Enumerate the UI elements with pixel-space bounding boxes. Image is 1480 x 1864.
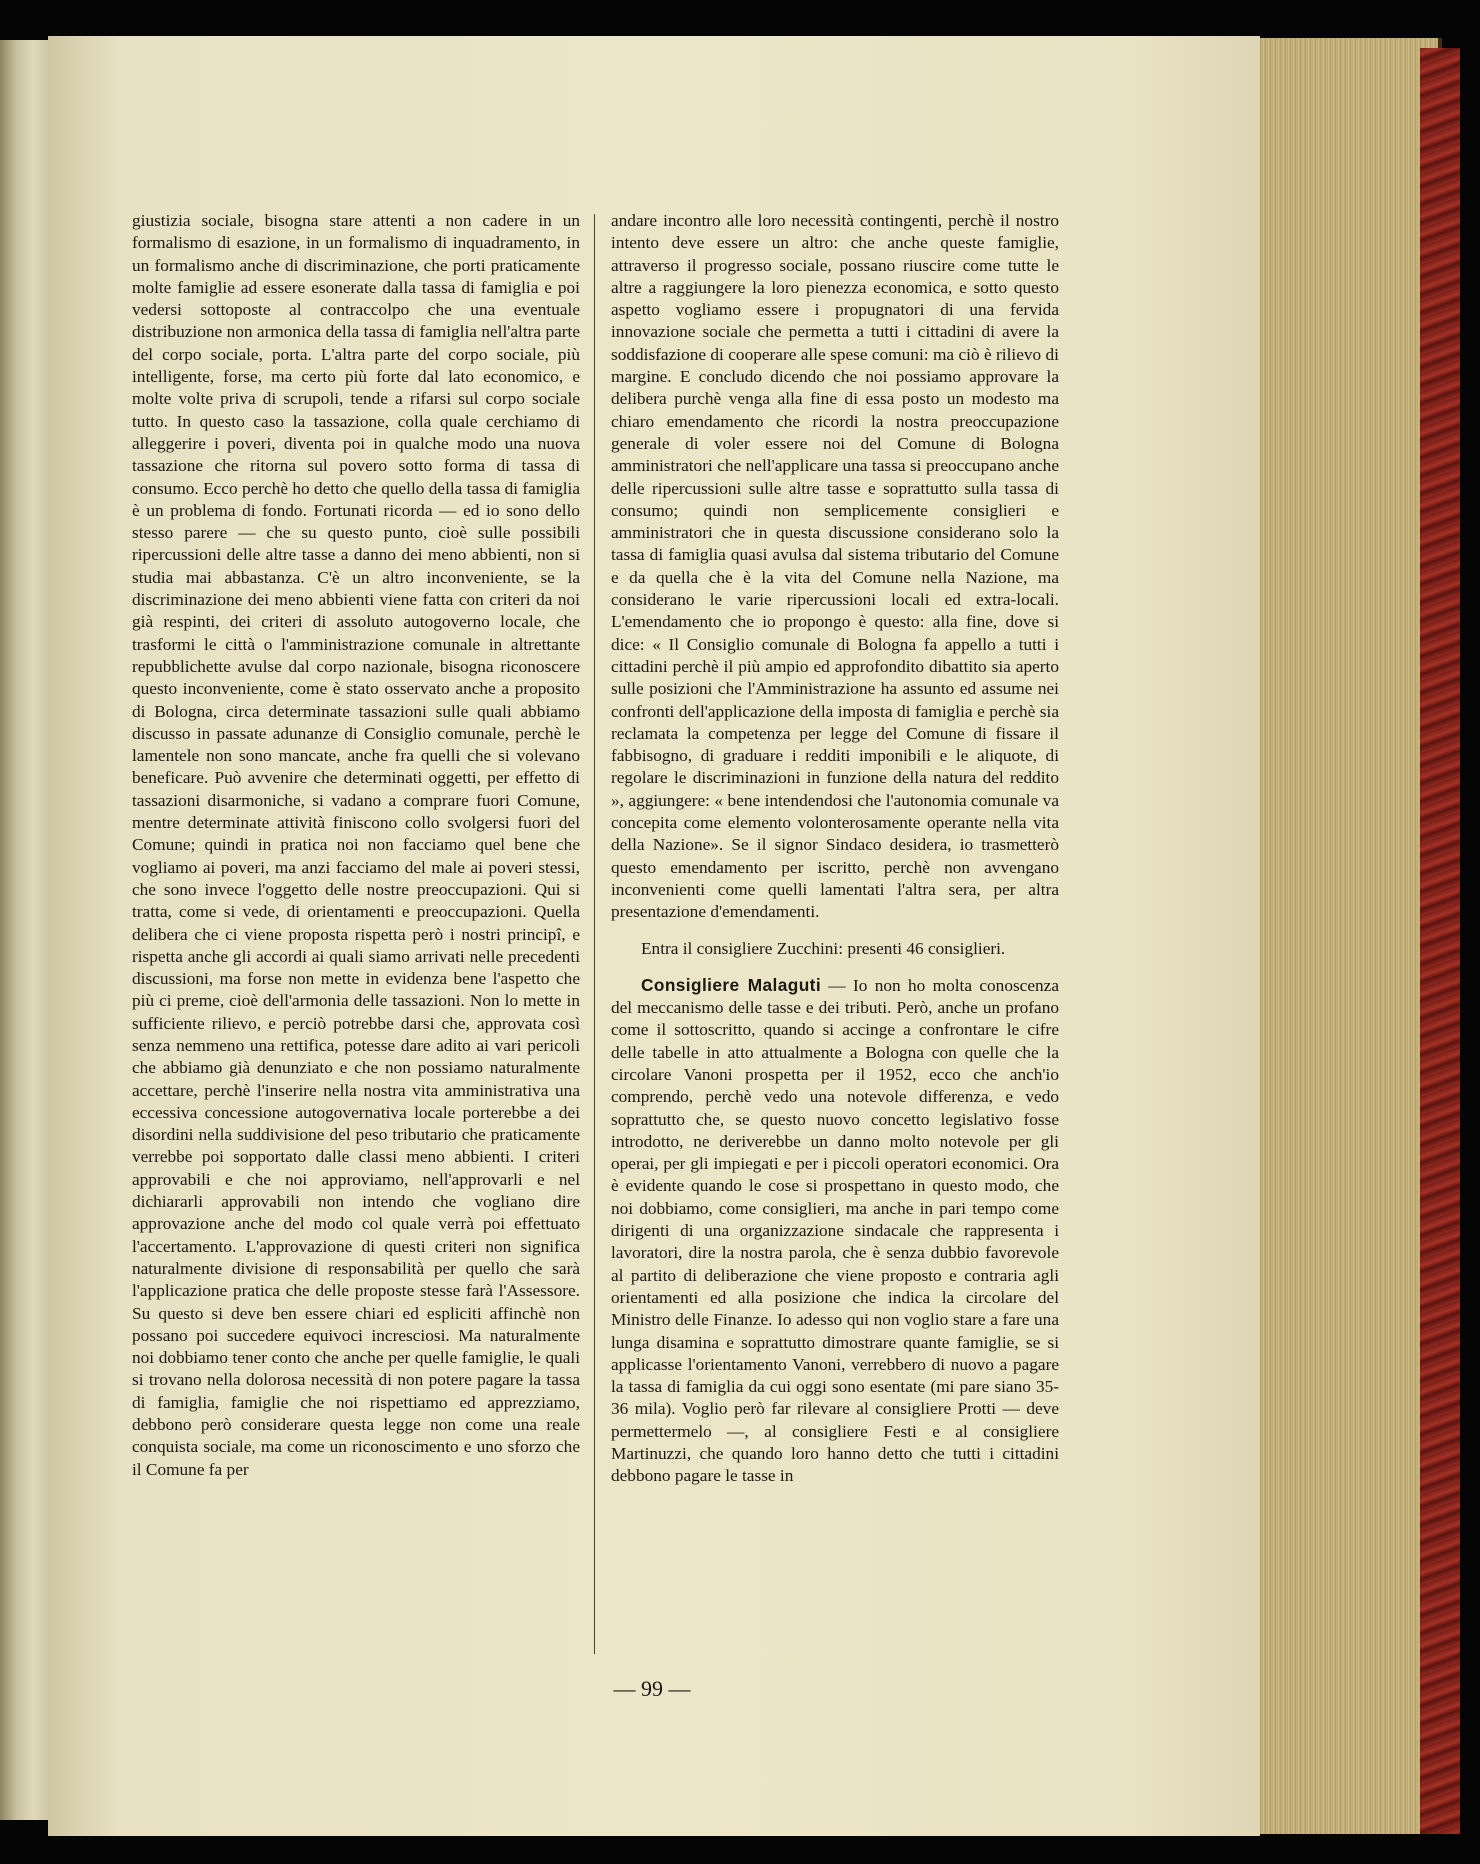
speaker-text: — Io non ho molta conoscenza del meccanismo delle tasse e dei tributi. Però, anche un profano come il sottoscritto, quando si accinge a confrontare le cifre delle tabelle in atto attualmente a Bologna con quelle che la circolare Vanoni prospetta per il 1952, ecco che anch'io comprendo, perchè vedo una notevole differenza, e vedo soprattutto che, se questo nuovo concetto legislativo fosse introdotto, ne deriverebbe un danno molto notevole per gli operai, per gli impiegati e per i piccoli operatori economici. Ora è evidente quando le cose si prospettano in questo modo, che noi dobbiamo, come consiglieri, ma anche in pari tempo come dirigenti di una organizzazione sindacale che rappresenta i lavoratori, dire la nostra parola, che è senza dubbio favorevole al partito di deliberazione che viene proposto e contraria agli orientamenti ed alla posizione che indica la circolare del Ministro delle Finanze. Io adesso qui non voglio stare a fare una lunga disamina e soprattutto dimostrare quante famiglie, se si applicasse l'orientamento Vanoni, verrebbero di nuovo a pagare la tassa di famiglia da cui oggi sono esentate (mi pare siano 35-36 mila). Voglio però far rilevare al consigliere Protti — deve permettermelo —, al consigliere Festi e al consigliere Martinuzzi, che quando loro hanno detto che tutti i cittadini debbono pagare le tasse in	[611, 975, 1060, 1486]
right-column-paragraph-1: andare incontro alle loro necessità contingenti, perchè il nostro intento deve essere un altro: che anche queste famiglie, attraverso il progresso sociale, possano riuscire come tutte le altre a raggiungere la loro pienezza economica, e sotto questo aspetto vogliamo essere i propugnatori di una fervida innovazione sociale che permetta a tutti i cittadini di avere la soddisfazione di cooperare alle spese comuni: ma ciò è rilievo di margine. E concludo dicendo che noi possiamo approvare la delibera purchè venga alla fine di essa posto un modesto ma chiaro emendamento che ricordi la nostra preoccupazione generale di voler essere noi del Comune di Bologna amministratori che nell'applicare una tassa si preoccupano anche delle ripercussioni sulle altre tasse e soprattutto sulla tassa di consumo; quindi non semplicemente consiglieri e amministratori che in questa discussione considerano solo la tassa di famiglia quasi avulsa dal sistema tributario del Comune e da quella che è la vita del Comune nella Nazione, ma considerano le varie ripercussioni locali ed extra-locali. L'emendamento che io propongo è questo: alla fine, dove si dice: « Il Consiglio comunale di Bologna fa appello a tutti i cittadini perchè il più ampio ed approfondito dibattito sia aperto sulle posizioni che l'Amministrazione ha assunto ed assume nei confronti dell'applicazione della imposta di famiglia e perchè sia reclamata la competenza per legge del Comune di fissare il fabbisogno, di graduare i redditi imponibili e le aliquote, di regolare le discriminazioni in funzione della natura del reddito », aggiungere: « bene intendendosi che l'autonomia comunale va concepita come elemento volonterosamente operante nella vita della Nazione». Se il signor Sindaco desidera, io trasmetterò questo emendamento per iscritto, perchè non avvengano inconvenienti come quelli lamentati l'altra sera, per altra presentazione d'emendamenti.	[611, 211, 1059, 922]
page-stack-edge	[1252, 38, 1438, 1834]
left-column	[132, 210, 580, 1481]
right-column	[611, 210, 1059, 1488]
speaker-name: Consigliere Malaguti	[641, 974, 822, 995]
column-divider	[594, 214, 595, 1654]
book-page	[48, 36, 1260, 1836]
page-number: — 99 —	[613, 1676, 691, 1701]
left-column-text: giustizia sociale, bisogna stare attenti a non cadere in un formalismo di esazione, in un formalismo di inquadramento, in un formalismo anche di discriminazione, che porti praticamente molte famiglie ad essere esonerate dalla tassa di famiglia e poi vedersi sottoposte al contraccolpo che una eventuale distribuzione non armonica della tassa di famiglia nell'altra parte del corpo sociale, porta. L'altra parte del corpo sociale, più intelligente, forse, ma certo più forte dal lato economico, e molte volte priva di scrupoli, tende a rifarsi sul corpo sociale tutto. In questo caso la tassazione, colla quale cerchiamo di alleggerire i poveri, diventa poi in qualche modo una nuova tassazione che ritorna sul povero sotto forma di tassa di consumo. Ecco perchè ho detto che quello della tassa di famiglia è un problema di fondo. Fortunati ricorda — ed io sono dello stesso parere — che su questo punto, cioè sulle possibili ripercussioni delle altre tasse a danno dei meno abbienti, non si studia mai abbastanza. C'è un altro inconveniente, se la discriminazione dei meno abbienti viene fatta con criteri da noi già respinti, dei criteri di assoluto autogoverno locale, che trasformi le città o l'amministrazione comunale in altrettante repubblichette avulse dal corpo nazionale, bisogna riconoscere questo inconveniente, come è stato osservato anche a proposito di Bologna, circa determinate tassazioni sulle quali abbiamo discusso in passate adunanze di Consiglio comunale, perchè le lamentele non sono mancate, anche fra quelli che si volevano beneficare. Può avvenire che determinati oggetti, per effetto di tassazioni disarmoniche, si vadano a comprare fuori Comune, mentre determinate attività finiscono collo svolgersi fuori del Comune; quindi in pratica noi non facciamo quel bene che vogliamo ai poveri, ma anzi facciamo del male ai poveri stessi, che sono invece l'oggetto delle nostre preoccupazioni. Qui si tratta, come si vede, di orientamenti e preoccupazioni. Quella delibera che ci viene proposta rispetta però i nostri principî, e rispetta anche gli accordi ai quali siamo arrivati nelle precedenti discussioni, ma forse non mette in evidenza bene l'aspetto che più ci preme, cioè dell'armonia delle tassazioni. Non lo mette in sufficiente rilievo, e perciò potrebbe darsi che, approvata così senza nemmeno una rettifica, potesse dare adito ai vari pericoli che abbiamo già denunziato e che non possiamo naturalmente accettare, perchè l'inserire nella nostra vita amministrativa una eccessiva concessione autogovernativa locale porterebbe a dei disordini nella suddivisione del peso tributario che praticamente verrebbe poi sopportato dalle classi meno abbienti. I criteri approvabili e che noi approviamo, nell'approvarli e nel dichiararli approvabili non intendo che vogliano dire approvazione anche del modo col quale verrà poi effettuato l'accertamento. L'approvazione di questi criteri non significa naturalmente divisione di responsabilità per quello che sarà l'applicazione pratica che delle proposte stesse farà l'Assessore. Su questo si deve ben essere chiari ed espliciti affinchè non possano poi succedere equivoci incresciosi. Ma naturalmente noi dobbiamo tener conto che anche per quelle famiglie, le quali si trovano nella dolorosa necessità di non potere pagare la tassa di famiglia, famiglie che noi rispettiamo ed apprezziamo, debbono però considerare questa legge non come una reale conquista sociale, ma come un riconoscimento e uno sforzo che il Comune fa per	[132, 211, 580, 1479]
right-column-paragraph-2: Entra il consigliere Zucchini: presenti 46 consiglieri.	[641, 938, 1006, 958]
marbled-cover	[1420, 48, 1460, 1834]
previous-page-edge	[0, 40, 48, 1820]
right-column-paragraph-3	[611, 974, 1059, 1488]
